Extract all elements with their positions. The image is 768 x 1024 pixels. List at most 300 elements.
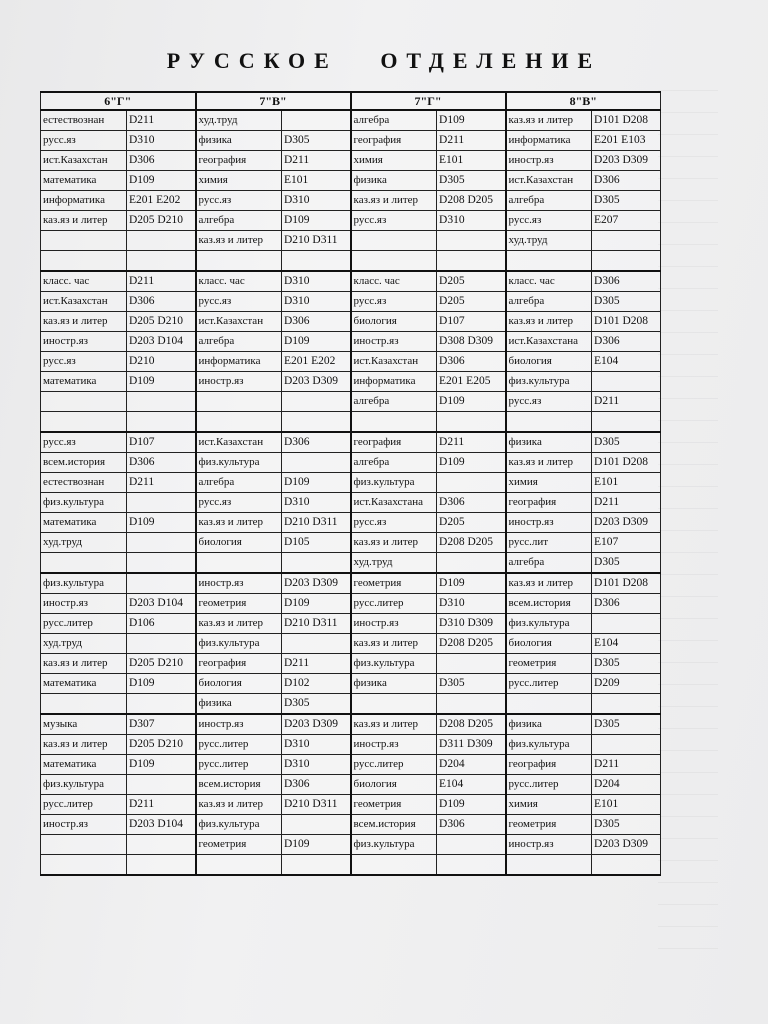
room-cell: D210 D311 [282, 231, 351, 251]
room-cell: D310 [282, 755, 351, 775]
table-row [41, 412, 661, 433]
room-cell: D305 [592, 553, 661, 574]
room-cell: D310 [282, 735, 351, 755]
subject-cell: физика [506, 432, 592, 453]
room-cell: D109 [127, 674, 196, 694]
subject-cell [41, 835, 127, 855]
room-cell: D109 [127, 372, 196, 392]
subject-cell [196, 855, 282, 876]
room-cell: D109 [437, 573, 506, 594]
subject-cell: география [351, 131, 437, 151]
room-cell: D210 D311 [282, 614, 351, 634]
subject-cell: биология [196, 674, 282, 694]
subject-cell: физ.культура [41, 573, 127, 594]
room-cell [127, 634, 196, 654]
room-cell: D109 [437, 453, 506, 473]
room-cell: D211 [592, 392, 661, 412]
room-cell [592, 251, 661, 272]
table-row [41, 211, 661, 231]
subject-cell: алгебра [506, 191, 592, 211]
room-cell: D203 D309 [282, 372, 351, 392]
subject-cell: всем.история [41, 453, 127, 473]
subject-cell: химия [506, 473, 592, 493]
table-row [41, 513, 661, 533]
table-row [41, 191, 661, 211]
table-row [41, 151, 661, 171]
subject-cell [196, 553, 282, 574]
class-header: 7"Г" [351, 92, 506, 110]
room-cell: E201 E103 [592, 131, 661, 151]
subject-cell: русс.лит [506, 533, 592, 553]
subject-cell: каз.яз и литер [506, 312, 592, 332]
subject-cell: класс. час [196, 271, 282, 292]
room-cell: D101 D208 [592, 312, 661, 332]
subject-cell: иностр.яз [506, 513, 592, 533]
subject-cell: музыка [41, 714, 127, 735]
table-row [41, 714, 661, 735]
subject-cell [41, 231, 127, 251]
subject-cell: информатика [351, 372, 437, 392]
table-row [41, 352, 661, 372]
subject-cell: каз.яз и литер [41, 735, 127, 755]
subject-cell: геометрия [196, 594, 282, 614]
table-row [41, 835, 661, 855]
subject-cell: русс.яз [351, 513, 437, 533]
room-cell: D310 [437, 594, 506, 614]
room-cell: D306 [282, 775, 351, 795]
subject-cell: физ.культура [41, 493, 127, 513]
subject-cell [506, 855, 592, 876]
room-cell: D306 [282, 312, 351, 332]
room-cell: D306 [127, 292, 196, 312]
room-cell: D109 [127, 513, 196, 533]
room-cell: D305 [282, 131, 351, 151]
subject-cell: физ.культура [351, 835, 437, 855]
subject-cell: алгебра [506, 553, 592, 574]
subject-cell: алгебра [351, 110, 437, 131]
subject-cell: иностр.яз [506, 835, 592, 855]
room-cell: D203 D104 [127, 815, 196, 835]
subject-cell: русс.литер [41, 614, 127, 634]
subject-cell: ист.Казахстан [506, 171, 592, 191]
subject-cell: каз.яз и литер [196, 513, 282, 533]
room-cell: D205 D210 [127, 312, 196, 332]
subject-cell: русс.яз [196, 292, 282, 312]
subject-cell: естествознан [41, 473, 127, 493]
room-cell: D208 D205 [437, 714, 506, 735]
room-cell [127, 392, 196, 412]
room-cell [282, 855, 351, 876]
subject-cell: биология [351, 775, 437, 795]
subject-cell: русс.литер [506, 775, 592, 795]
room-cell: D211 [127, 271, 196, 292]
subject-cell: ист.Казахстан [41, 292, 127, 312]
room-cell: E101 [437, 151, 506, 171]
room-cell [282, 553, 351, 574]
table-row [41, 332, 661, 352]
room-cell: D305 [592, 714, 661, 735]
room-cell: D305 [592, 432, 661, 453]
room-cell: D305 [437, 674, 506, 694]
table-row [41, 493, 661, 513]
room-cell: D306 [437, 493, 506, 513]
subject-cell: класс. час [351, 271, 437, 292]
room-cell: D310 [282, 271, 351, 292]
subject-cell: русс.яз [41, 432, 127, 453]
subject-cell [196, 392, 282, 412]
room-cell: D109 [282, 332, 351, 352]
subject-cell: ист.Казахстан [41, 151, 127, 171]
room-cell: D107 [437, 312, 506, 332]
room-cell: D204 [437, 755, 506, 775]
subject-cell: русс.литер [351, 755, 437, 775]
subject-cell [351, 412, 437, 433]
subject-cell: ист.Казахстан [351, 352, 437, 372]
room-cell [127, 855, 196, 876]
room-cell: D210 D311 [282, 513, 351, 533]
subject-cell [196, 412, 282, 433]
subject-cell: русс.яз [351, 292, 437, 312]
room-cell [592, 372, 661, 392]
table-row [41, 392, 661, 412]
room-cell [437, 412, 506, 433]
subject-cell: химия [351, 151, 437, 171]
room-cell [127, 533, 196, 553]
subject-cell [351, 855, 437, 876]
subject-cell [351, 251, 437, 272]
subject-cell: иностр.яз [41, 332, 127, 352]
room-cell: D211 [592, 493, 661, 513]
subject-cell: каз.яз и литер [351, 714, 437, 735]
room-cell: E107 [592, 533, 661, 553]
table-row [41, 694, 661, 715]
table-row [41, 614, 661, 634]
subject-cell [196, 251, 282, 272]
room-cell: D205 [437, 271, 506, 292]
bleed-through-shadow [658, 90, 718, 950]
room-cell [282, 815, 351, 835]
subject-cell: физика [196, 131, 282, 151]
room-cell [127, 775, 196, 795]
room-cell [437, 654, 506, 674]
room-cell: D205 [437, 513, 506, 533]
room-cell: D310 [127, 131, 196, 151]
subject-cell: математика [41, 674, 127, 694]
table-row [41, 815, 661, 835]
room-cell: E104 [592, 634, 661, 654]
subject-cell: алгебра [351, 392, 437, 412]
room-cell [592, 694, 661, 715]
subject-cell: физика [351, 171, 437, 191]
room-cell: D305 [592, 292, 661, 312]
subject-cell [351, 231, 437, 251]
subject-cell: иностр.яз [41, 594, 127, 614]
room-cell: D203 D309 [592, 835, 661, 855]
subject-cell: математика [41, 372, 127, 392]
room-cell: D210 D311 [282, 795, 351, 815]
room-cell: D107 [127, 432, 196, 453]
room-cell: D305 [282, 694, 351, 715]
table-row [41, 775, 661, 795]
room-cell: D205 D210 [127, 735, 196, 755]
subject-cell: иностр.яз [506, 151, 592, 171]
subject-cell: алгебра [196, 473, 282, 493]
subject-cell: география [351, 432, 437, 453]
room-cell: E201 E202 [282, 352, 351, 372]
room-cell: D310 [282, 493, 351, 513]
subject-cell: русс.яз [196, 493, 282, 513]
room-cell [282, 453, 351, 473]
room-cell: D310 [282, 292, 351, 312]
room-cell: D210 [127, 352, 196, 372]
room-cell: D208 D205 [437, 634, 506, 654]
room-cell: D211 [282, 151, 351, 171]
table-row [41, 654, 661, 674]
subject-cell: химия [196, 171, 282, 191]
subject-cell [506, 412, 592, 433]
subject-cell: химия [506, 795, 592, 815]
room-cell [282, 634, 351, 654]
room-cell: D307 [127, 714, 196, 735]
subject-cell: всем.история [351, 815, 437, 835]
room-cell: E104 [437, 775, 506, 795]
subject-cell: иностр.яз [351, 735, 437, 755]
subject-cell: русс.литер [351, 594, 437, 614]
title-word-2: ОТДЕЛЕНИЕ [380, 48, 602, 73]
subject-cell: класс. час [41, 271, 127, 292]
subject-cell: физ.культура [196, 815, 282, 835]
subject-cell [41, 694, 127, 715]
class-header: 7"В" [196, 92, 351, 110]
room-cell: D211 [592, 755, 661, 775]
class-header: 8"В" [506, 92, 661, 110]
room-cell [592, 855, 661, 876]
subject-cell: физ.культура [196, 453, 282, 473]
subject-cell: худ.труд [41, 533, 127, 553]
room-cell [437, 694, 506, 715]
subject-cell: худ.труд [41, 634, 127, 654]
room-cell: D211 [127, 473, 196, 493]
room-cell: D205 [437, 292, 506, 312]
subject-cell: информатика [196, 352, 282, 372]
subject-cell: каз.яз и литер [41, 312, 127, 332]
room-cell: D204 [592, 775, 661, 795]
room-cell: D109 [282, 835, 351, 855]
room-cell: D208 D205 [437, 533, 506, 553]
subject-cell [506, 694, 592, 715]
room-cell [127, 694, 196, 715]
subject-cell [41, 855, 127, 876]
subject-cell: русс.яз [506, 392, 592, 412]
subject-cell: физ.культура [196, 634, 282, 654]
subject-cell: алгебра [196, 332, 282, 352]
subject-cell: география [196, 151, 282, 171]
subject-cell: иностр.яз [351, 614, 437, 634]
room-cell [592, 614, 661, 634]
subject-cell: математика [41, 513, 127, 533]
subject-cell [41, 251, 127, 272]
room-cell [437, 251, 506, 272]
table-row [41, 171, 661, 191]
subject-cell: каз.яз и литер [196, 795, 282, 815]
room-cell: D205 D210 [127, 211, 196, 231]
room-cell: D306 [437, 815, 506, 835]
room-cell [592, 231, 661, 251]
room-cell: D109 [437, 110, 506, 131]
subject-cell: физика [196, 694, 282, 715]
room-cell: E207 [592, 211, 661, 231]
room-cell [127, 231, 196, 251]
subject-cell: география [506, 493, 592, 513]
subject-cell: каз.яз и литер [196, 614, 282, 634]
room-cell: D306 [437, 352, 506, 372]
subject-cell: иностр.яз [196, 372, 282, 392]
subject-cell: иностр.яз [351, 332, 437, 352]
timetable [40, 91, 661, 876]
subject-cell: алгебра [351, 453, 437, 473]
room-cell: D208 D205 [437, 191, 506, 211]
subject-cell: каз.яз и литер [506, 573, 592, 594]
subject-cell: геометрия [196, 835, 282, 855]
room-cell [592, 412, 661, 433]
room-cell: D109 [127, 171, 196, 191]
subject-cell: геометрия [351, 573, 437, 594]
subject-cell: ист.Казахстан [196, 312, 282, 332]
table-row [41, 473, 661, 493]
subject-cell: физика [506, 714, 592, 735]
room-cell: E201 E202 [127, 191, 196, 211]
class-header-row [41, 92, 661, 110]
subject-cell: русс.яз [41, 352, 127, 372]
subject-cell: русс.яз [196, 191, 282, 211]
subject-cell: биология [351, 312, 437, 332]
room-cell: E101 [592, 795, 661, 815]
room-cell: D101 D208 [592, 573, 661, 594]
table-row [41, 271, 661, 292]
class-header: 6"Г" [41, 92, 196, 110]
subject-cell: физ.культура [351, 654, 437, 674]
subject-cell: естествознан [41, 110, 127, 131]
table-row [41, 755, 661, 775]
room-cell [127, 573, 196, 594]
subject-cell: всем.история [196, 775, 282, 795]
subject-cell: иностр.яз [196, 573, 282, 594]
room-cell [437, 835, 506, 855]
room-cell [592, 735, 661, 755]
room-cell: D306 [127, 151, 196, 171]
room-cell: D203 D309 [282, 573, 351, 594]
room-cell [437, 855, 506, 876]
subject-cell: худ.труд [196, 110, 282, 131]
subject-cell: физ.культура [41, 775, 127, 795]
subject-cell: алгебра [506, 292, 592, 312]
room-cell: D101 D208 [592, 110, 661, 131]
subject-cell: худ.труд [351, 553, 437, 574]
room-cell: D211 [127, 795, 196, 815]
room-cell: D306 [282, 432, 351, 453]
room-cell: E101 [282, 171, 351, 191]
subject-cell: ист.Казахстан [196, 432, 282, 453]
room-cell: D211 [437, 432, 506, 453]
room-cell: D102 [282, 674, 351, 694]
room-cell [437, 553, 506, 574]
table-row [41, 251, 661, 272]
subject-cell: информатика [506, 131, 592, 151]
subject-cell: физ.культура [506, 735, 592, 755]
room-cell: D306 [592, 271, 661, 292]
room-cell: D203 D309 [592, 151, 661, 171]
subject-cell: информатика [41, 191, 127, 211]
room-cell [437, 231, 506, 251]
room-cell [282, 392, 351, 412]
room-cell: D109 [437, 392, 506, 412]
subject-cell: русс.яз [506, 211, 592, 231]
subject-cell: физ.культура [506, 614, 592, 634]
subject-cell: каз.яз и литер [41, 654, 127, 674]
subject-cell: физика [351, 674, 437, 694]
table-row [41, 594, 661, 614]
room-cell: D203 D104 [127, 594, 196, 614]
subject-cell: русс.литер [506, 674, 592, 694]
subject-cell: русс.литер [196, 755, 282, 775]
subject-cell: биология [506, 352, 592, 372]
subject-cell: каз.яз и литер [351, 191, 437, 211]
table-row [41, 634, 661, 654]
subject-cell: физ.культура [351, 473, 437, 493]
table-row [41, 131, 661, 151]
subject-cell [41, 553, 127, 574]
room-cell [127, 553, 196, 574]
subject-cell: каз.яз и литер [196, 231, 282, 251]
room-cell: D109 [437, 795, 506, 815]
subject-cell [351, 694, 437, 715]
table-row [41, 372, 661, 392]
table-row [41, 674, 661, 694]
subject-cell: биология [506, 634, 592, 654]
room-cell [127, 835, 196, 855]
room-cell [127, 251, 196, 272]
table-row [41, 432, 661, 453]
table-row [41, 533, 661, 553]
room-cell: D306 [592, 594, 661, 614]
table-row [41, 110, 661, 131]
subject-cell: география [506, 755, 592, 775]
subject-cell: русс.яз [41, 131, 127, 151]
room-cell: D306 [592, 171, 661, 191]
room-cell: D306 [127, 453, 196, 473]
subject-cell: биология [196, 533, 282, 553]
title-word-1: РУССКОЕ [166, 48, 338, 73]
room-cell [127, 412, 196, 433]
room-cell: D211 [282, 654, 351, 674]
room-cell [437, 473, 506, 493]
subject-cell: геометрия [506, 815, 592, 835]
page-title [0, 48, 768, 74]
room-cell: D109 [282, 473, 351, 493]
subject-cell: иностр.яз [196, 714, 282, 735]
subject-cell: математика [41, 171, 127, 191]
table-row [41, 453, 661, 473]
subject-cell: математика [41, 755, 127, 775]
subject-cell: география [196, 654, 282, 674]
room-cell [282, 110, 351, 131]
table-row [41, 231, 661, 251]
subject-cell: русс.литер [41, 795, 127, 815]
subject-cell: каз.яз и литер [506, 453, 592, 473]
room-cell [282, 412, 351, 433]
subject-cell: иностр.яз [41, 815, 127, 835]
room-cell: E101 [592, 473, 661, 493]
